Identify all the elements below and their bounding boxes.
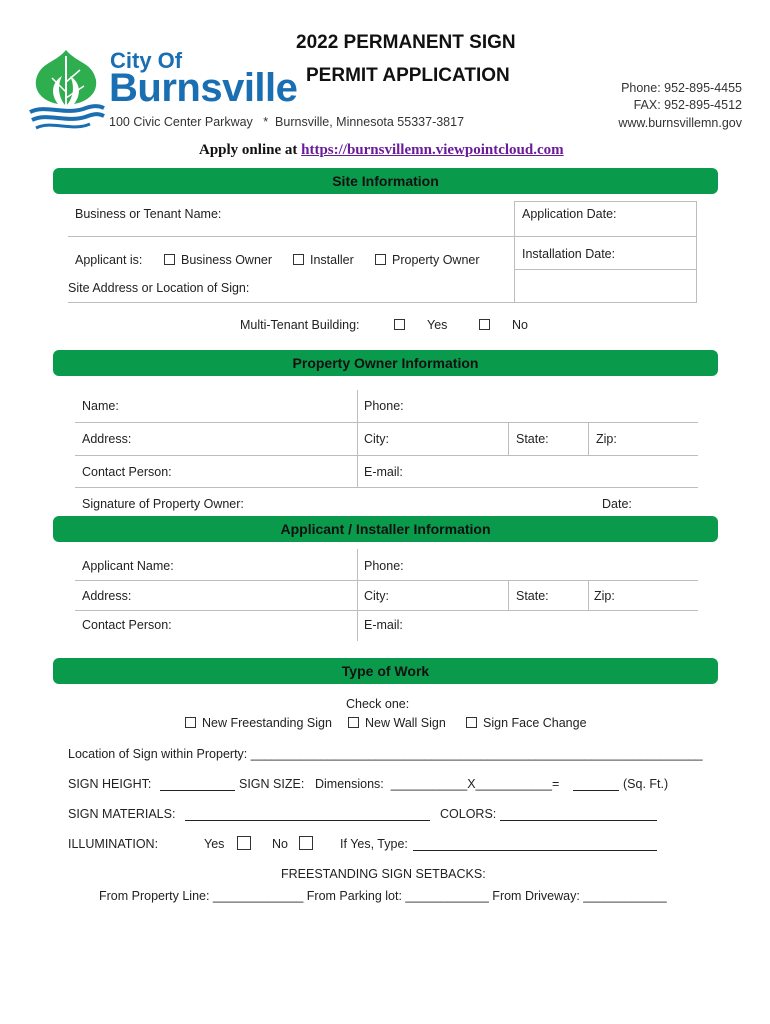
applicant-zip-label: Zip: (594, 589, 615, 603)
owner-city-label: City: (364, 432, 389, 446)
website: www.burnsvillemn.gov (618, 116, 742, 130)
multi-tenant-yes-checkbox[interactable]: Yes (394, 318, 447, 332)
phone-number: Phone: 952-895-4455 (621, 81, 742, 95)
check-one-label: Check one: (346, 697, 410, 711)
site-info-heading: Site Information (53, 168, 718, 194)
illumination-no-label: No (272, 837, 288, 851)
applicant-is-label: Applicant is: (75, 253, 143, 267)
sign-height-label: SIGN HEIGHT: (68, 777, 152, 791)
applicant-phone-label: Phone: (364, 559, 404, 573)
owner-contact-label: Contact Person: (82, 465, 172, 479)
property-owner-checkbox[interactable]: Property Owner (375, 253, 480, 267)
sqft-label: (Sq. Ft.) (623, 777, 669, 791)
owner-address-label: Address: (82, 432, 132, 446)
checkbox-icon (479, 319, 490, 330)
illumination-yes-label: Yes (204, 837, 225, 851)
illumination-no-checkbox[interactable] (299, 836, 313, 850)
if-yes-type-label: If Yes, Type: (340, 837, 408, 851)
sign-height-field[interactable] (160, 778, 235, 791)
checkbox-icon (375, 254, 386, 265)
installation-date-label: Installation Date: (522, 247, 616, 261)
applicant-address-label: Address: (82, 589, 132, 603)
new-wall-sign-checkbox[interactable]: New Wall Sign (348, 716, 446, 730)
city-logo-leaf-icon (26, 42, 106, 132)
apply-link[interactable]: https://burnsvillemn.viewpointcloud.com (301, 142, 564, 158)
logo-name-text: Burnsville (109, 66, 298, 110)
sign-size-label: SIGN SIZE: (239, 777, 305, 791)
sign-materials-label: SIGN MATERIALS: (68, 807, 176, 821)
applicant-contact-label: Contact Person: (82, 618, 172, 632)
sign-materials-field[interactable] (185, 808, 430, 821)
applicant-name-label: Applicant Name: (82, 559, 174, 573)
illumination-label: ILLUMINATION: (68, 837, 159, 851)
form-title-line2: PERMIT APPLICATION (306, 65, 510, 86)
illumination-type-field[interactable] (413, 838, 657, 851)
owner-email-label: E-mail: (364, 465, 403, 479)
checkbox-icon (185, 717, 196, 728)
owner-signature-label: Signature of Property Owner: (82, 497, 244, 511)
checkbox-icon (394, 319, 405, 330)
installer-checkbox[interactable]: Installer (293, 253, 354, 267)
sqft-field[interactable] (573, 778, 619, 791)
checkbox-icon (348, 717, 359, 728)
logo-city-text: City Of (110, 48, 183, 73)
type-of-work-heading: Type of Work (53, 658, 718, 684)
owner-zip-label: Zip: (596, 432, 617, 446)
apply-online (199, 142, 564, 159)
new-freestanding-checkbox[interactable]: New Freestanding Sign (185, 716, 332, 730)
setbacks-fields[interactable]: From Property Line: _____________ From Parking lot: ____________ From Driveway: ____________ (99, 889, 667, 903)
city-address: 100 Civic Center Parkway * Burnsville, Minnesota 55337-3817 (109, 115, 465, 129)
site-address-label: Site Address or Location of Sign: (68, 281, 250, 295)
sign-face-change-checkbox[interactable]: Sign Face Change (466, 716, 587, 730)
apply-prefix: Apply online at (199, 142, 302, 158)
business-owner-checkbox[interactable]: Business Owner (164, 253, 272, 267)
sign-location-field[interactable]: Location of Sign within Property: _________________________________________________________________ (68, 747, 703, 761)
owner-name-label: Name: (82, 399, 119, 413)
form-title-line1: 2022 PERMANENT SIGN (296, 32, 516, 53)
setbacks-heading: FREESTANDING SIGN SETBACKS: (281, 867, 486, 881)
checkbox-icon (164, 254, 175, 265)
colors-field[interactable] (500, 808, 657, 821)
applicant-state-label: State: (516, 589, 549, 603)
checkbox-icon (466, 717, 477, 728)
applicant-email-label: E-mail: (364, 618, 403, 632)
applicant-installer-heading: Applicant / Installer Information (53, 516, 718, 542)
multi-tenant-label: Multi-Tenant Building: (240, 318, 360, 332)
fax-number: FAX: 952-895-4512 (633, 98, 742, 112)
owner-phone-label: Phone: (364, 399, 404, 413)
business-name-label: Business or Tenant Name: (75, 207, 222, 221)
applicant-city-label: City: (364, 589, 389, 603)
owner-state-label: State: (516, 432, 549, 446)
application-date-label: Application Date: (522, 207, 617, 221)
checkbox-icon (293, 254, 304, 265)
dimensions-field[interactable]: Dimensions: ___________X___________= (315, 777, 560, 791)
owner-date-label: Date: (602, 497, 632, 511)
property-owner-heading: Property Owner Information (53, 350, 718, 376)
colors-label: COLORS: (440, 807, 497, 821)
multi-tenant-no-checkbox[interactable]: No (479, 318, 528, 332)
illumination-yes-checkbox[interactable] (237, 836, 251, 850)
